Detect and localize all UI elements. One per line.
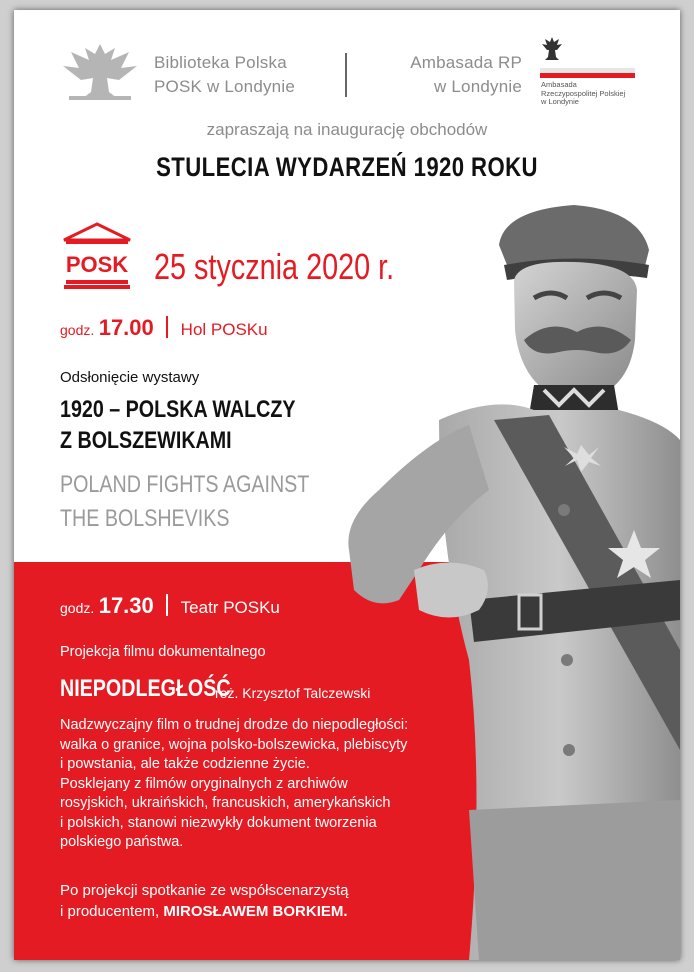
exhibition-title-en-line1: POLAND FIGHTS AGAINST <box>60 471 310 498</box>
film-title: NIEPODLEGŁOŚĆ <box>60 675 231 702</box>
embassy-name-line2: w Londynie <box>433 77 522 96</box>
event-date: 25 stycznia 2020 r. <box>154 246 395 287</box>
event1-place: Hol POSKu <box>180 320 268 339</box>
meeting-guest-name: MIROSŁAWEM BORKIEM. <box>163 903 348 920</box>
header-divider <box>345 53 347 97</box>
main-title: STULECIA WYDARZEŃ 1920 ROKU <box>156 152 538 182</box>
embassy-small-2: Rzeczypospolitej Polskiej <box>541 88 626 98</box>
posk-logo-text: POSK <box>65 252 129 277</box>
event2-place: Teatr POSKu <box>180 598 280 617</box>
exhibition-title-line1: 1920 – POLSKA WALCZY <box>60 396 296 423</box>
embassy-small-3: w Londynie <box>541 97 579 106</box>
event1-time-line <box>60 315 268 341</box>
event2-label: Projekcja filmu dokumentalnego <box>60 644 266 660</box>
event1-label: Odsłonięcie wystawy <box>60 369 200 386</box>
poster <box>14 10 680 960</box>
event1-separator <box>166 316 168 338</box>
description-line: Nadzwyczajny film o trudnej drodze do niepodległości: <box>60 717 409 733</box>
description-line: i polskich, stanowi niezwykły dokument tworzenia <box>60 814 377 831</box>
library-name-line1: Biblioteka Polska <box>154 53 287 72</box>
exhibition-title-en-line2: THE BOLSHEVIKS <box>60 505 230 532</box>
film-description <box>60 716 408 853</box>
exhibition-title-line2: Z BOLSZEWIKAMI <box>60 427 232 454</box>
description-line: walka o granice, wojna polsko-bolszewicka, plebiscyty <box>60 736 408 753</box>
polish-eagle-icon <box>59 38 141 102</box>
meeting-line2 <box>60 901 348 922</box>
event2-time-prefix: godz. <box>60 600 95 616</box>
description-line: i powstania, ale także codzienne życie. <box>60 756 310 772</box>
embassy-small-1: Ambasada <box>541 80 577 89</box>
library-name-line2: POSK w Londynie <box>154 77 295 96</box>
description-line: rosyjskich, ukraińskich, francuskich, amerykańskich <box>60 795 391 811</box>
embassy-eagle-icon <box>541 35 563 63</box>
description-line: Posklejany z filmów oryginalnych z archiwów <box>60 775 348 792</box>
description-line: polskiego państwa. <box>60 834 184 850</box>
event2-separator <box>166 594 168 616</box>
embassy-name-line1: Ambasada RP <box>410 53 522 72</box>
event1-time: 17.00 <box>98 315 154 340</box>
event2-time: 17.30 <box>98 593 154 618</box>
posk-logo-icon <box>62 222 132 290</box>
film-director: reż. Krzysztof Talczewski <box>215 685 371 701</box>
event1-time-prefix: godz. <box>60 322 95 338</box>
meeting-line2-prefix: i producentem, <box>60 903 164 920</box>
invite-text: zapraszają na inaugurację obchodów <box>206 120 488 139</box>
event2-time-line <box>60 593 280 619</box>
flag-red-stripe <box>540 73 635 78</box>
meeting-info <box>60 880 348 922</box>
meeting-line1: Po projekcji spotkanie ze współscenarzystą <box>60 882 349 899</box>
